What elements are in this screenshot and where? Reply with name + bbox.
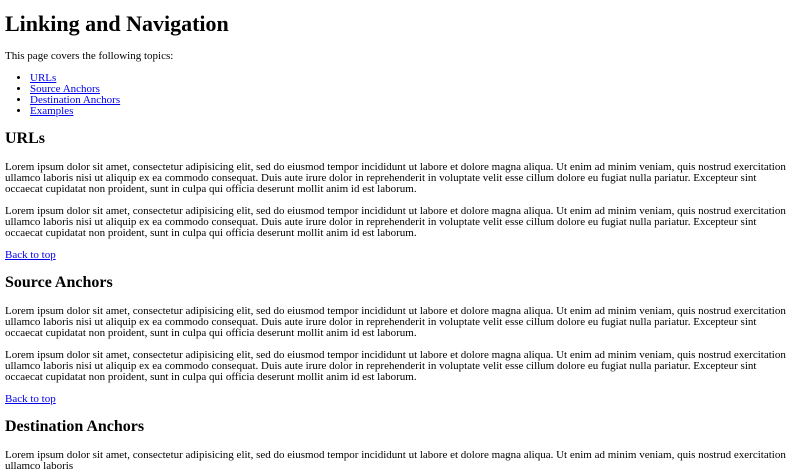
- table-of-contents: [5, 73, 795, 117]
- back-to-top-wrapper: [5, 250, 795, 261]
- section-heading-source-anchors: Source Anchors: [5, 274, 113, 291]
- section-destination-anchors: [5, 418, 795, 472]
- back-to-top-link[interactable]: Back to top: [5, 249, 56, 261]
- section-paragraph: Lorem ipsum dolor sit amet, consectetur adipisicing elit, sed do eiusmod tempor incididunt ut labore et dolore magna aliqua. Ut enim ad minim veniam, quis nostrud exercitation ullamco laboris nisi ut aliquip ex ea commodo consequat. Duis aute irure dolor in reprehenderit in voluptate velit esse cillum dolore eu fugiat nulla pariatur. Excepteur sint occaecat cupidatat non proident, sunt in culpa qui officia deserunt mollit anim id est laborum.: [5, 205, 786, 239]
- page-title: Linking and Navigation: [5, 11, 229, 36]
- toc-link-source-anchors[interactable]: Source Anchors: [30, 83, 100, 95]
- section-heading-destination-anchors: Destination Anchors: [5, 418, 145, 435]
- section-paragraph: Lorem ipsum dolor sit amet, consectetur adipisicing elit, sed do eiusmod tempor incididunt ut labore et dolore magna aliqua. Ut enim ad minim veniam, quis nostrud exercitation ullamco laboris nisi ut aliquip ex ea commodo consequat. Duis aute irure dolor in reprehenderit in voluptate velit esse cillum dolore eu fugiat nulla pariatur. Excepteur sint occaecat cupidatat non proident, sunt in culpa qui officia deserunt mollit anim id est laborum.: [5, 305, 786, 339]
- back-to-top-wrapper: [5, 394, 795, 405]
- toc-item-destination-anchors: [30, 95, 795, 106]
- toc-item-urls: [30, 73, 795, 84]
- page-content: [0, 11, 800, 472]
- back-to-top-link[interactable]: Back to top: [5, 393, 56, 405]
- section-heading-urls: URLs: [5, 130, 46, 147]
- section-source-anchors: [5, 274, 795, 405]
- section-urls: [5, 130, 795, 261]
- toc-link-destination-anchors[interactable]: Destination Anchors: [30, 94, 121, 106]
- intro-text: This page covers the following topics:: [5, 50, 174, 62]
- section-paragraph: Lorem ipsum dolor sit amet, consectetur adipisicing elit, sed do eiusmod tempor incididunt ut labore et dolore magna aliqua. Ut enim ad minim veniam, quis nostrud exercitation ullamco laboris: [5, 449, 786, 472]
- toc-item-examples: [30, 106, 795, 117]
- toc-item-source-anchors: [30, 84, 795, 95]
- section-paragraph: Lorem ipsum dolor sit amet, consectetur adipisicing elit, sed do eiusmod tempor incididunt ut labore et dolore magna aliqua. Ut enim ad minim veniam, quis nostrud exercitation ullamco laboris nisi ut aliquip ex ea commodo consequat. Duis aute irure dolor in reprehenderit in voluptate velit esse cillum dolore eu fugiat nulla pariatur. Excepteur sint occaecat cupidatat non proident, sunt in culpa qui officia deserunt mollit anim id est laborum.: [5, 161, 786, 195]
- toc-link-urls[interactable]: URLs: [30, 72, 57, 84]
- section-paragraph: Lorem ipsum dolor sit amet, consectetur adipisicing elit, sed do eiusmod tempor incididunt ut labore et dolore magna aliqua. Ut enim ad minim veniam, quis nostrud exercitation ullamco laboris nisi ut aliquip ex ea commodo consequat. Duis aute irure dolor in reprehenderit in voluptate velit esse cillum dolore eu fugiat nulla pariatur. Excepteur sint occaecat cupidatat non proident, sunt in culpa qui officia deserunt mollit anim id est laborum.: [5, 349, 786, 383]
- toc-link-examples[interactable]: Examples: [30, 105, 74, 117]
